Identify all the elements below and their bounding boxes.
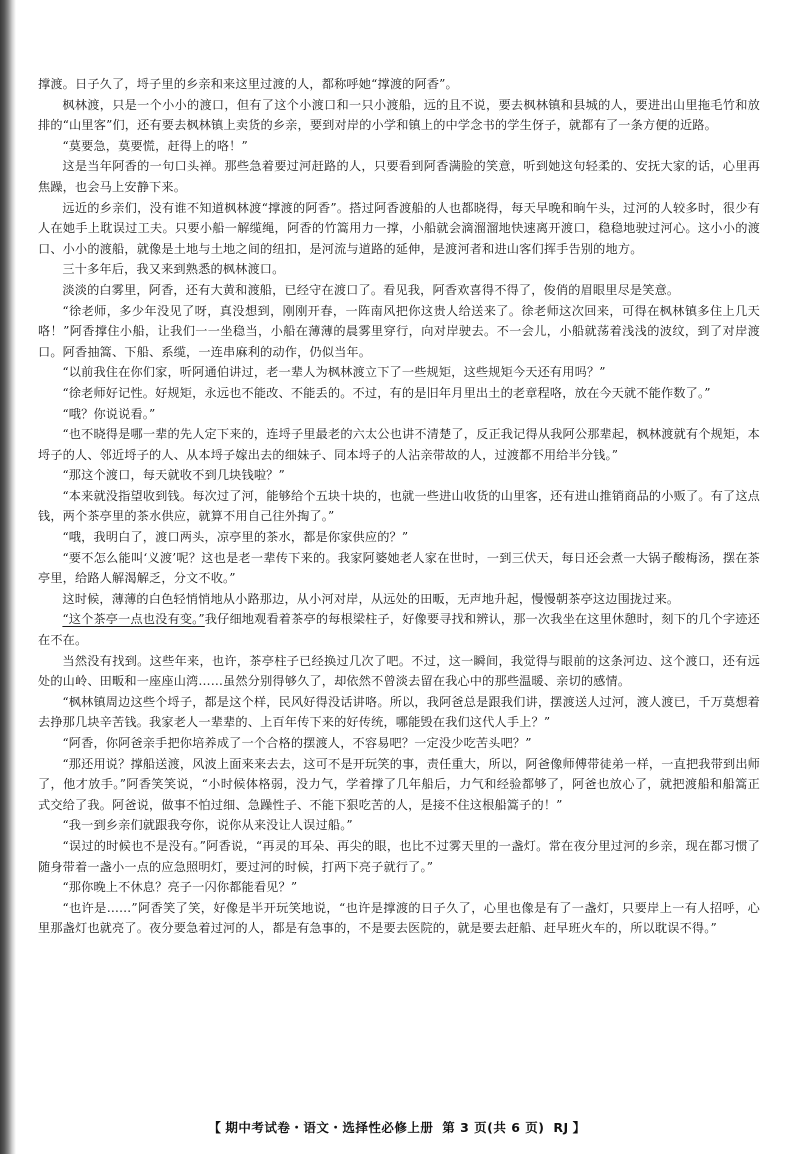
paragraph: “莫要急，莫要慌，赶得上的咯！” [62,138,248,153]
footer-bracket-right: 】 [572,1120,586,1135]
paragraph: “也许是……”阿香笑了笑，好像是半开玩笑地说，“也许是撑渡的日子久了，心里也像是有了一盏灯，只要岸上一有人招呼，心里那盏灯也就亮了。夜分要急着过河的人，都是有急事的，不是要去医院的，就是要去赶船、赶早班火车的，所以耽误不得。” [38,900,760,936]
paragraph: “徐老师，多少年没见了呀，真没想到，刚刚开春，一阵南风把你这贵人给送来了。徐老师这次回来，可得在枫林镇多住上几天咯！”阿香撑住小船，让我们一一坐稳当，小船在薄薄的晨雾里穿行，向对岸驶去。不一会儿，小船就荡着浅浅的波纹，到了对岸渡口。阿香抽篙、下船、系缆，一连串麻利的动作，仍似当年。 [38,303,760,359]
paragraph: “误过的时候也不是没有。”阿香说，“再灵的耳朵、再尖的眼，也比不过雾天里的一盏灯。常在夜分里过河的乡亲，现在都习惯了随身带着一盏小一点的应急照明灯，要过河的时候，打两下亮子就行了。” [38,838,760,874]
footer-page-number: 第 3 页(共 6 页) [442,1120,545,1135]
paragraph: 当然没有找到。这些年来，也许，茶亭柱子已经换过几次了吧。不过，这一瞬间，我觉得与眼前的这条河边、这个渡口，还有远处的山岭、田畈和一座座山湾……虽然分别得够久了，却依然不曾淡去留在我心中的那些温暖、亲切的感情。 [38,653,760,689]
paragraph: 远近的乡亲们，没有谁不知道枫林渡“撑渡的阿香”。搭过阿香渡船的人也都晓得，每天早晚和晌午头，过河的人较多时，很少有人在她手上耽误过工夫。只要小船一解缆绳，阿香的竹篙用力一撑，小船就会滴溜溜地快速离开渡口，稳稳地驶过河心。这小小的渡口、小小的渡船，就像是土地与土地之间的纽扣，是河流与道路的延伸，是渡河者和进山客们挥手告别的地方。 [38,200,760,256]
paragraph: 这是当年阿香的一句口头禅。那些急着要过河赶路的人，只要看到阿香满脸的笑意，听到她这句轻柔的、安抚大家的话，心里再焦躁，也会马上安静下来。 [38,159,760,194]
paragraph: “以前我住在你们家，听阿通伯讲过，老一辈人为枫林渡立下了一些规矩，这些规矩今天还有用吗？” [62,365,606,380]
paragraph: “阿香，你阿爸亲手把你培养成了一个合格的摆渡人，不容易吧？一定没少吃苦头吧？” [62,736,532,750]
underlined-sentence: “这个茶亭一点也没有变。” [62,612,205,627]
paragraph: 这时候，薄薄的白色轻悄悄地从小路那边，从小河对岸，从远处的田畈，无声地升起，慢慢朝茶亭这边围拢过来。 [62,591,680,606]
paragraph-underlined [38,609,760,650]
article-body [38,74,760,939]
paragraph: “那还用说？撑船送渡，风波上面来来去去，这可不是开玩笑的事，责任重大，所以，阿爸像师傅带徒弟一样，一直把我带到出师了，他才放手。”阿香笑笑说，“小时候体格弱，没力气，学着撑了几年船后，力气和经验都够了，阿爸也放心了，就把渡船和船篙正式交给了我。阿爸说，做事不怕过细、急躁性子、不能下狠吃苦的人，是接不住这根船篙子的！” [38,756,760,812]
scan-edge-shadow [0,0,16,1154]
paragraph: “哦，我明白了，渡口两头，凉亭里的茶水，都是你家供应的？” [62,530,409,545]
paragraph: “我一到乡亲们就跟我夸你，说你从来没让人误过船。” [62,818,353,833]
paragraph: “那你晚上不休息？亮子一闪你都能看见？” [62,880,298,895]
paragraph: “枫林镇周边这些个埒子，都是这个样，民风好得没话讲咯。所以，我阿爸总是跟我们讲，摆渡送人过河，渡人渡已，千万莫想着去挣那几块辛苦钱。我家老人一辈辈的、上百年传下来的好传统，哪能毁在我们这代人手上？” [38,694,760,730]
paragraph: “徐老师好记性。好规矩，永远也不能改、不能丢的。不过，有的是旧年月里出土的老章程咯，放在今天就不能作数了。” [62,385,711,400]
footer-bracket-left: 【 [208,1120,222,1135]
page-footer [0,1118,794,1136]
paragraph: “那这个渡口，每天就收不到几块钱啦？” [62,468,285,483]
paragraph: “本来就没指望收到钱。每次过了河，能够给个五块十块的，也就一些进山收货的山里客，还有进山推销商品的小贩了。有了这点钱，两个茶亭里的茶水供应，就算不用自己往外掏了。” [38,488,760,524]
paragraph: 枫林渡，只是一个小小的渡口，但有了这个小渡口和一只小渡船，远的且不说，要去枫林镇和县城的人，要进出山里拖毛竹和放排的“山里客”们，还有要去枫林镇上卖货的乡亲，要到对岸的小学和镇上的中学念书的学生伢子，就都有了一条方便的近路。 [38,97,760,133]
paragraph-rest: 我仔细地观看着茶亭的每根梁柱子，好像要寻找和辨认，那一次我坐在这里休憩时，刻下的几个字迹还在不在。 [38,612,761,648]
paragraph: “也不晓得是哪一辈的先人定下来的，连埒子里最老的六太公也讲不清楚了，反正我记得从我阿公那辈起，枫林渡就有个规矩，本埒子的人、邻近埒子的人、从本埒子嫁出去的细妹子、同本埒子的人沾亲带故的人，过渡都不用给半分钱。” [38,427,760,462]
paragraph: “要不怎么能叫‘义渡’呢？这也是老一辈传下来的。我家阿婆她老人家在世时，一到三伏天，每日还会煮一大锅子酸梅汤，摆在茶亭里，给路人解渴解乏，分文不收。” [38,550,760,586]
footer-title: 期中考试卷・语文・选择性必修上册 [225,1120,434,1135]
paragraph: 撑渡。日子久了，埒子里的乡亲和来这里过渡的人，都称呼她“撑渡的阿香”。 [38,77,458,91]
paragraph: “哦？你说说看。” [62,406,156,421]
paragraph: 淡淡的白雾里，阿香，还有大黄和渡船，已经守在渡口了。看见我，阿香欢喜得不得了，俊俏的眉眼里尽是笑意。 [62,282,680,297]
paragraph: 三十多年后，我又来到熟悉的枫林渡口。 [62,262,285,277]
footer-code: RJ [553,1120,569,1135]
